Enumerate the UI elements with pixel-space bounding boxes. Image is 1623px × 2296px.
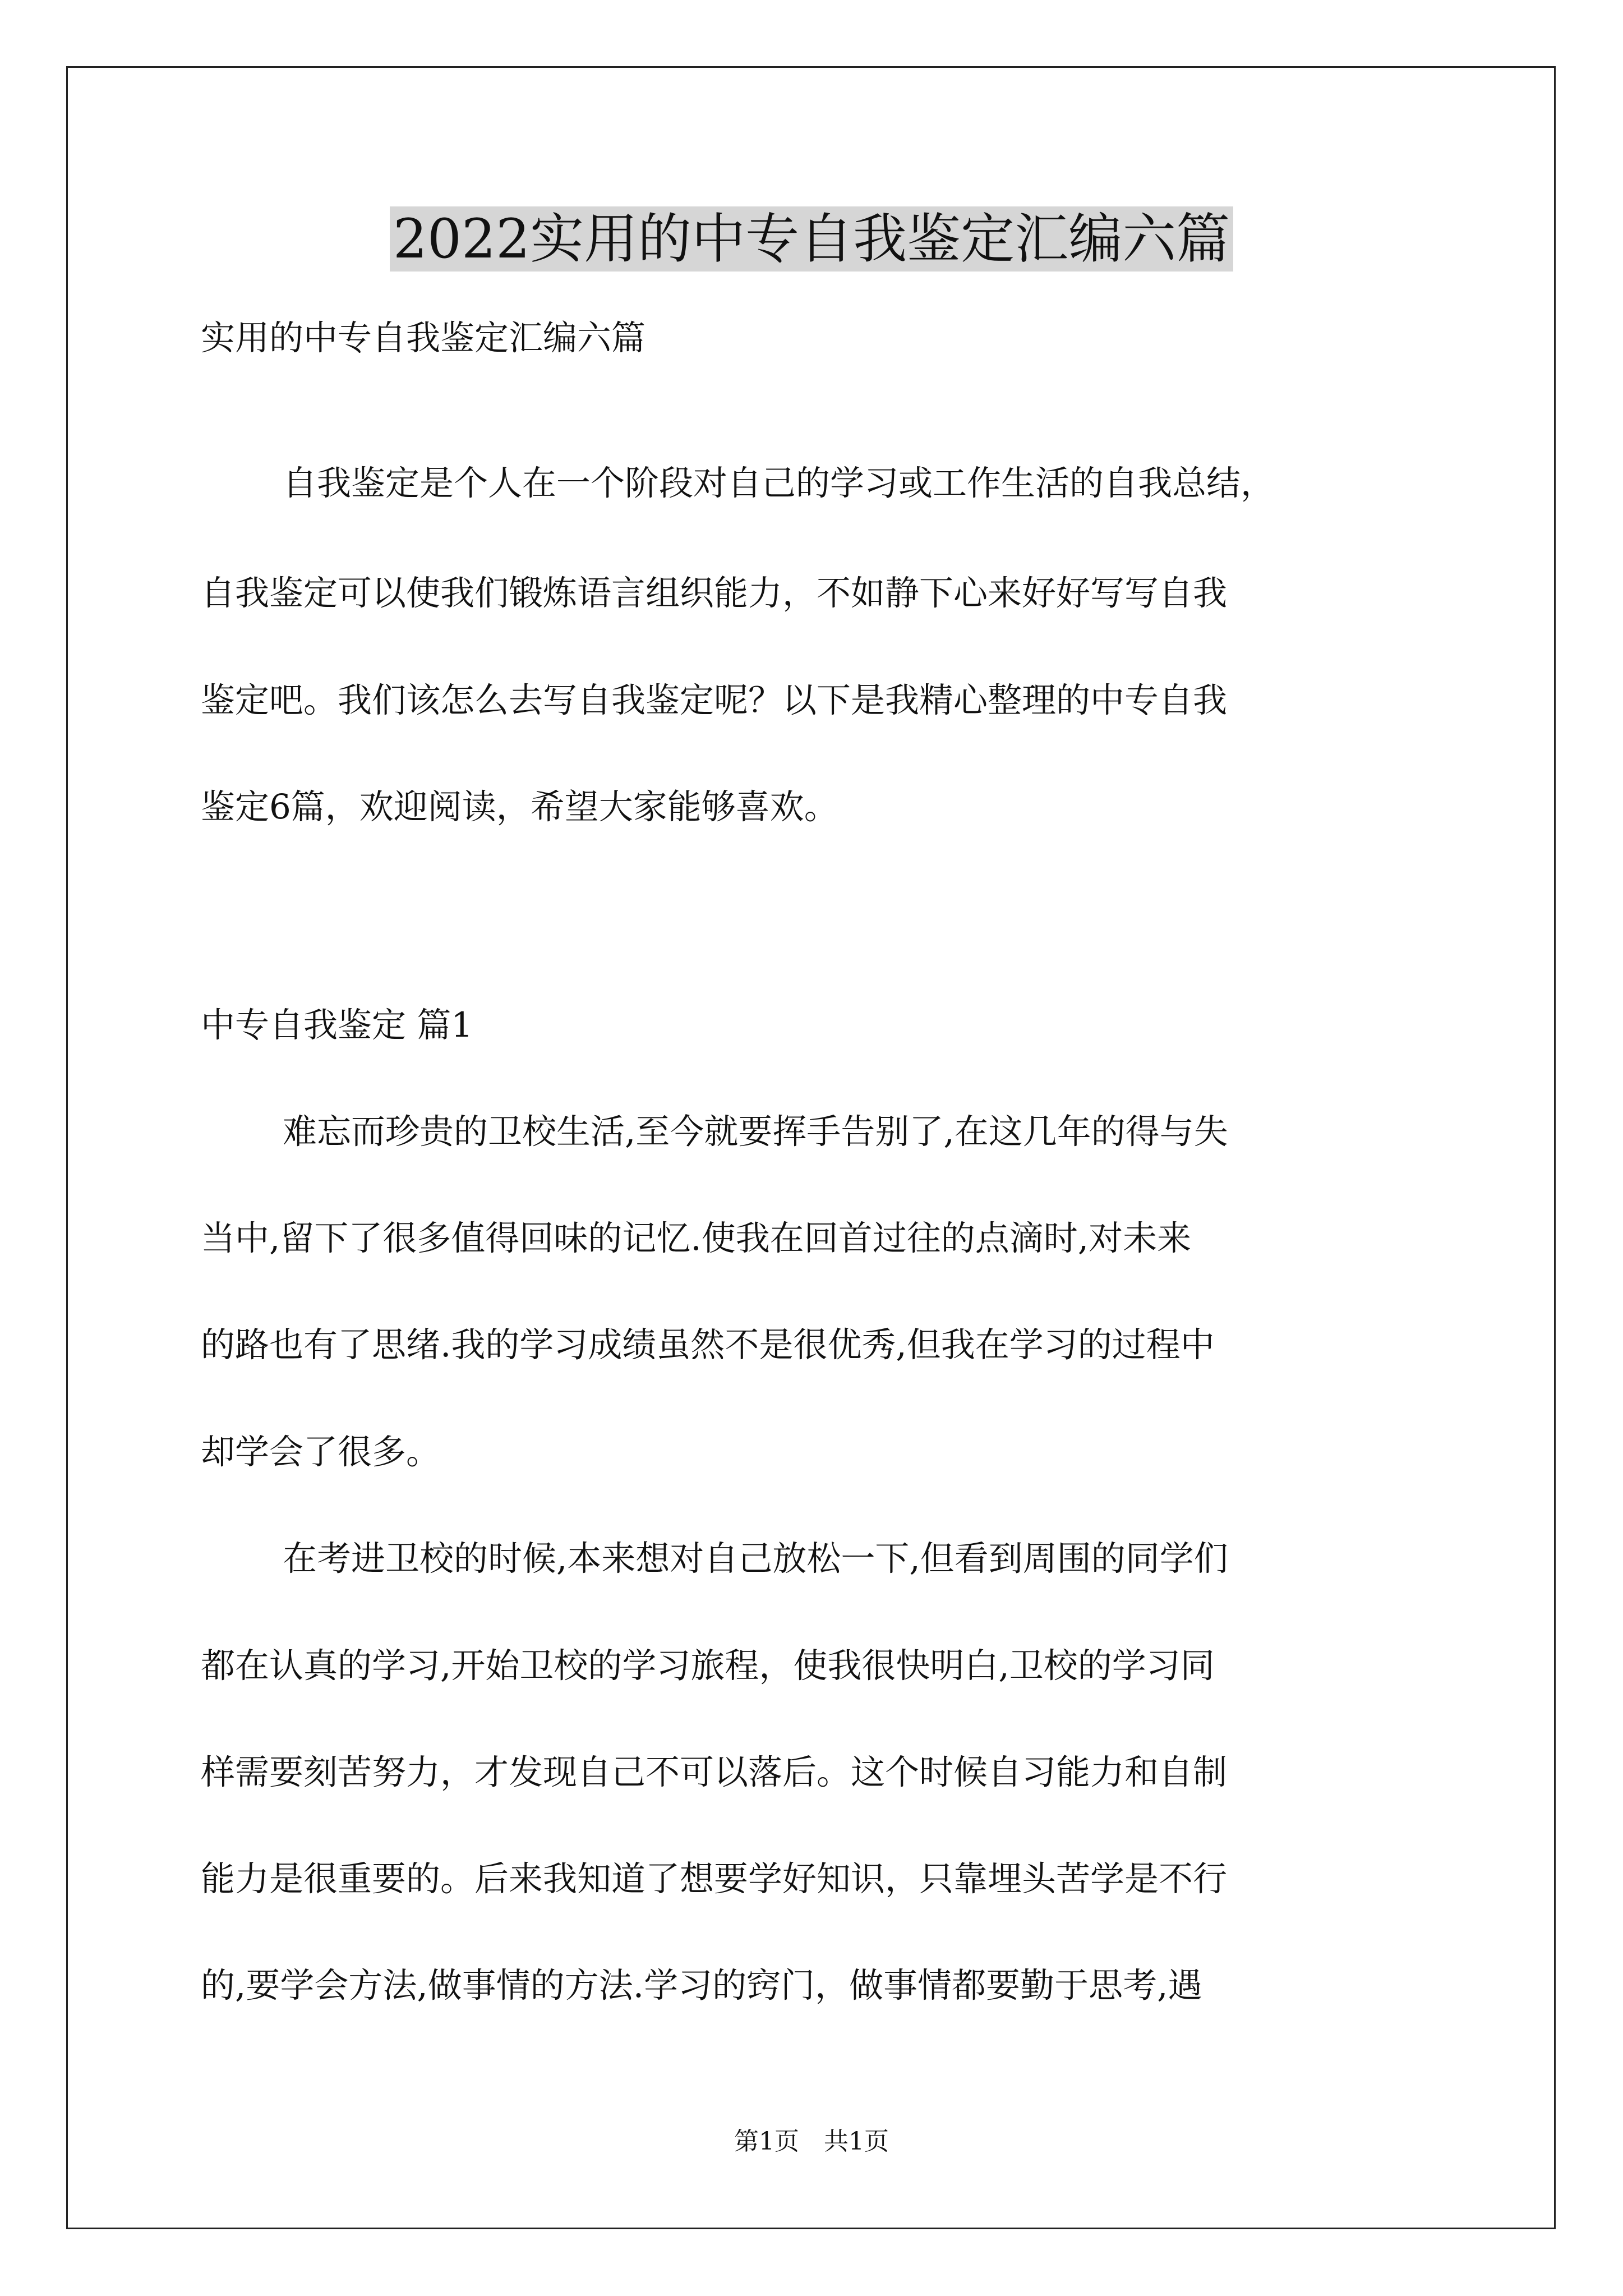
paragraph-line: 的,要学会方法,做事情的方法.学习的窍门，做事情都要勤于思考,遇 <box>201 1966 1202 2005</box>
intro-line: 鉴定吧。我们该怎么去写自我鉴定呢？以下是我精心整理的中专自我 <box>201 680 1228 720</box>
paragraph-line: 难忘而珍贵的卫校生活,至今就要挥手告别了,在这几年的得与失 <box>283 1112 1228 1152</box>
paragraph-line: 当中,留下了很多值得回味的记忆.使我在回首过往的点滴时,对未来 <box>201 1218 1192 1258</box>
paragraph-line: 在考进卫校的时候,本来想对自己放松一下,但看到周围的同学们 <box>283 1539 1228 1579</box>
intro-line: 自我鉴定是个人在一个阶段对自己的学习或工作生活的自我总结， <box>283 463 1275 503</box>
paragraph-line: 能力是很重要的。后来我知道了想要学好知识，只靠埋头苦学是不行 <box>201 1859 1228 1899</box>
paragraph-line: 却学会了很多。 <box>201 1432 441 1472</box>
intro-line: 自我鉴定可以使我们锻炼语言组织能力，不如静下心来好好写写自我 <box>201 573 1228 613</box>
document-title <box>0 203 1623 275</box>
document-subtitle: 实用的中专自我鉴定汇编六篇 <box>201 318 646 358</box>
document-title-text: 2022实用的中专自我鉴定汇编六篇 <box>390 206 1233 272</box>
intro-line: 鉴定6篇，欢迎阅读，希望大家能够喜欢。 <box>201 787 838 827</box>
paragraph-line: 都在认真的学习,开始卫校的学习旅程，使我很快明白,卫校的学习同 <box>201 1646 1215 1686</box>
paragraph-line: 样需要刻苦努力，才发现自己不可以落后。这个时候自习能力和自制 <box>201 1752 1228 1792</box>
page-footer: 第1页 共1页 <box>734 2127 889 2156</box>
section-heading: 中专自我鉴定 篇1 <box>201 1005 473 1045</box>
paragraph-line: 的路也有了思绪.我的学习成绩虽然不是很优秀,但我在学习的过程中 <box>201 1325 1215 1365</box>
